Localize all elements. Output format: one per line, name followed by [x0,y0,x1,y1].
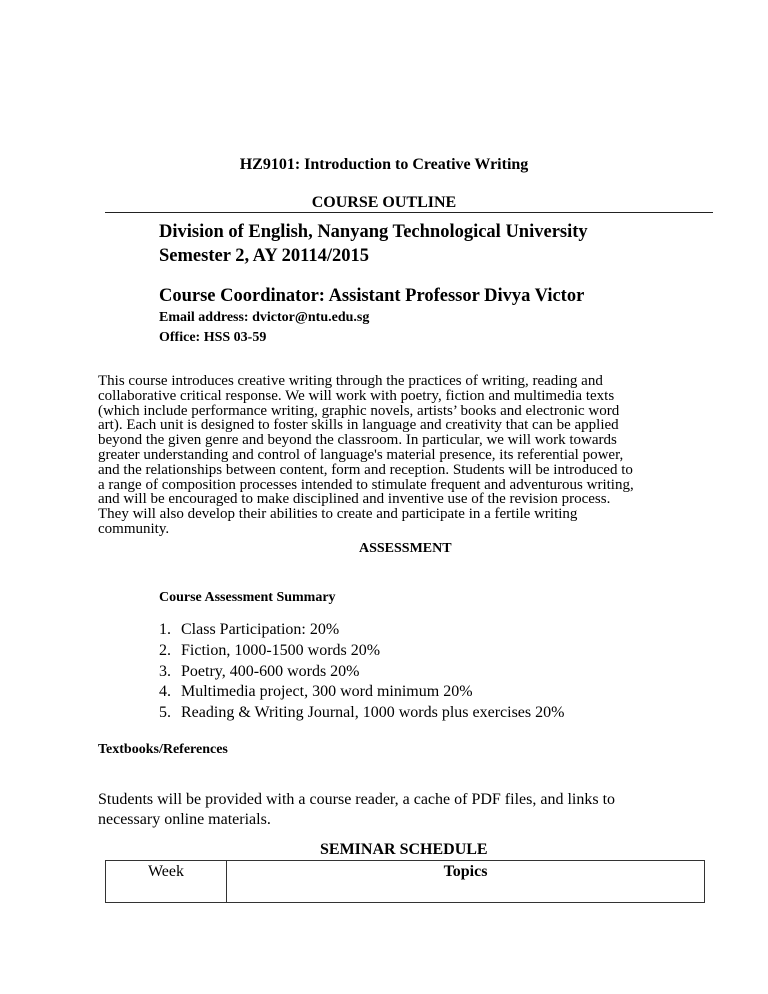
item-number: 2. [159,641,171,659]
description-line: art). Each unit is designed to foster skills in language and creativity that can be applied [98,417,619,434]
list-item [159,620,564,641]
description-line: a range of composition processes intended to stimulate frequent and adventurous writing, [98,476,634,493]
description-line: and will be encouraged to make disciplined and inventive use of the revision process. [98,491,611,508]
assessment-list [159,620,564,724]
item-number: 3. [159,662,171,680]
item-number: 1. [159,621,171,638]
course-description [98,374,634,537]
description-line: and the relationships between content, form and reception. Students will be introduced to [98,461,633,478]
textbooks-heading: Textbooks/References [98,742,228,757]
item-number: 4. [159,683,171,701]
description-line: collaborative critical response. We will work with poetry, fiction and multimedia texts [98,387,615,404]
coordinator: Course Coordinator: Assistant Professor Divya Victor [159,286,585,306]
email: Email address: dvictor@ntu.edu.sg [159,310,370,325]
column-header-week: Week [106,861,227,903]
schedule-heading: SEMINAR SCHEDULE [320,841,488,858]
list-item [159,682,564,703]
item-text: Fiction, 1000-1500 words 20% [181,641,381,659]
description-line: (which include performance writing, graphic novels, artists’ books and electronic word [98,402,620,419]
description-line: greater understanding and control of language's material presence, its referential power, [98,446,624,463]
schedule-table [105,860,705,903]
item-text: Poetry, 400-600 words 20% [181,662,360,680]
assessment-heading: ASSESSMENT [359,541,452,556]
assessment-summary-heading: Course Assessment Summary [159,590,336,605]
list-item [159,641,564,662]
division: Division of English, Nanyang Technological University [159,222,588,242]
item-text: Reading & Writing Journal, 1000 words plus exercises 20% [181,704,565,722]
textbooks-line: necessary online materials. [98,811,271,828]
course-title: HZ9101: Introduction to Creative Writing [239,156,529,173]
item-text: Multimedia project, 300 word minimum 20% [181,683,473,701]
item-number: 5. [159,704,171,722]
description-line: This course introduces creative writing through the practices of writing, reading and [98,373,603,389]
description-line: community. [98,520,170,537]
textbooks-line: Students will be provided with a course reader, a cache of PDF files, and links to [98,791,616,808]
description-line: beyond the given genre and beyond the classroom. In particular, we will work towards [98,432,617,449]
document-title: COURSE OUTLINE [311,194,457,211]
description-line: They will also develop their abilities to create and participate in a fertile writing [98,506,578,523]
item-text: Class Participation: 20% [181,621,340,638]
column-header-topics: Topics [227,861,705,903]
title-divider [105,212,713,213]
list-item [159,703,564,724]
semester: Semester 2, AY 20114/2015 [159,246,370,266]
list-item [159,662,564,683]
table-header-row [106,861,705,903]
office: Office: HSS 03-59 [159,330,267,345]
